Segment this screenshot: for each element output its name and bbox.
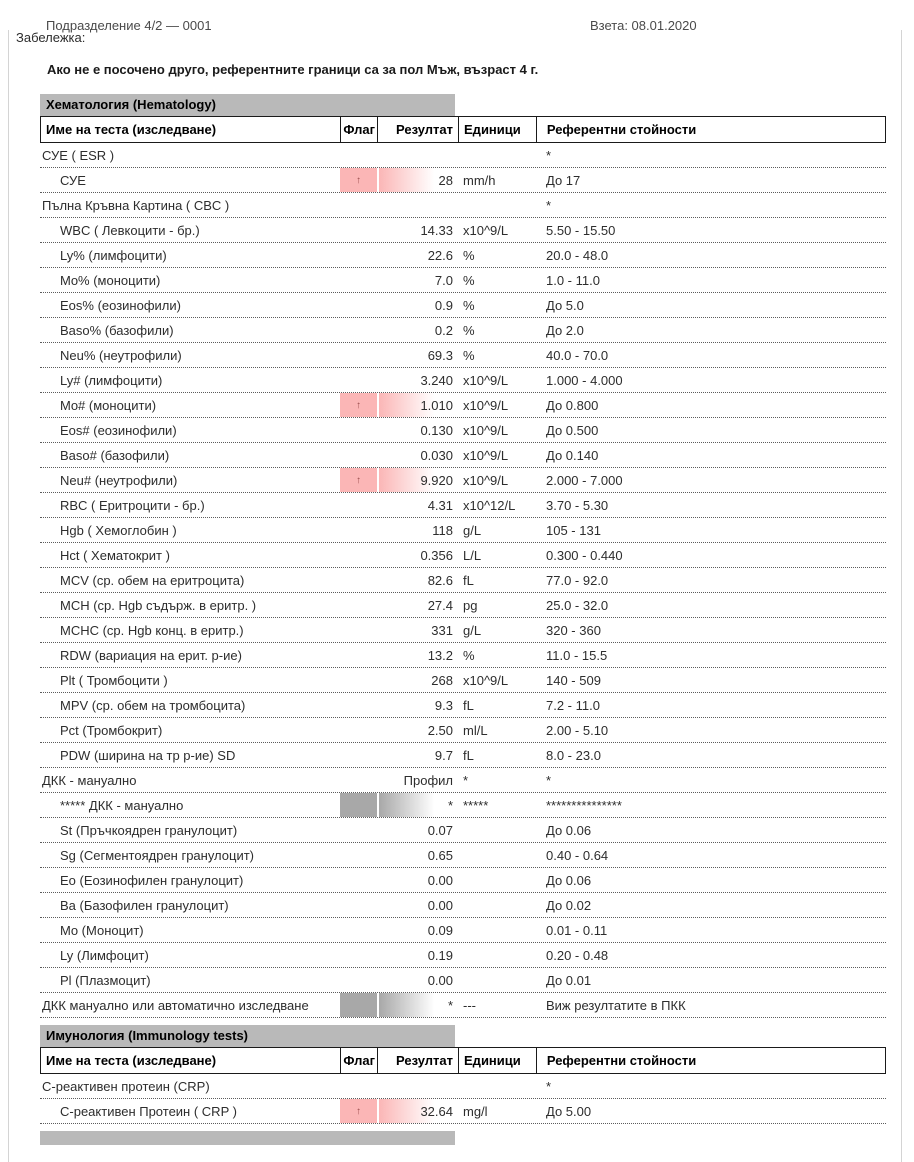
cell-flag — [340, 243, 377, 267]
cell-result: 0.07 — [427, 822, 453, 838]
cell-flag — [340, 143, 377, 167]
cell-name: Pl (Плазмоцит) — [60, 972, 151, 988]
cell-reference: До 2.0 — [546, 322, 584, 338]
cell-result: 82.6 — [427, 572, 453, 588]
cell-name: Neu# (неутрофили) — [60, 472, 178, 488]
page-border-left — [8, 30, 9, 1162]
next-section-bar-partial — [40, 1131, 455, 1145]
cell-units — [458, 943, 536, 967]
clipped-header-left-text: Подразделение 4/2 — 0001 — [46, 18, 212, 33]
cell-reference: До 0.500 — [546, 422, 599, 438]
column-header-test-name: Име на теста (изследване) — [46, 122, 217, 137]
cell-units: % — [463, 272, 475, 288]
cell-units: mm/h — [463, 172, 496, 188]
table-row — [40, 943, 886, 968]
cell-result: 0.00 — [427, 897, 453, 913]
cell-result — [377, 1074, 458, 1098]
cell-name: Mo% (моноцити) — [60, 272, 161, 288]
cell-result: 268 — [431, 672, 453, 688]
cell-flag — [340, 368, 377, 392]
cell-result: 9.7 — [434, 747, 453, 763]
cell-result: 2.50 — [427, 722, 453, 738]
cell-name: MCH (ср. Hgb съдърж. в еритр. ) — [60, 597, 257, 613]
cell-units — [458, 143, 536, 167]
cell-units: L/L — [463, 547, 482, 563]
results-table-header — [40, 116, 886, 143]
cell-name: ***** ДКК - мануално — [60, 797, 184, 813]
cell-flag — [340, 618, 377, 642]
cell-units — [458, 893, 536, 917]
cell-units — [458, 818, 536, 842]
cell-name: St (Пръчкоядрен гранулоцит) — [60, 822, 238, 838]
cell-flag — [340, 193, 377, 217]
cell-flag — [340, 293, 377, 317]
cell-reference: 320 - 360 — [546, 622, 601, 638]
flag-up-arrow-icon: ↑ — [356, 1105, 361, 1117]
cell-flag — [340, 793, 377, 817]
section-title: Имунология (Immunology tests) — [46, 1028, 249, 1043]
cell-result: 32.64 — [377, 1099, 458, 1123]
cell-flag — [340, 868, 377, 892]
flag-up-arrow-icon: ↑ — [356, 474, 361, 486]
cell-reference: 105 - 131 — [546, 522, 601, 538]
cell-result: 14.33 — [420, 222, 453, 238]
results-section — [40, 1025, 886, 1124]
table-row — [40, 1099, 886, 1124]
column-header-units: Единици — [458, 1048, 536, 1073]
cell-reference: *************** — [546, 797, 622, 813]
column-header-units: Единици — [458, 117, 536, 142]
cell-flag — [340, 893, 377, 917]
clipped-header-line — [0, 18, 914, 35]
cell-units: pg — [463, 597, 478, 613]
column-header-result: Резултат — [377, 1048, 458, 1073]
cell-flag — [340, 743, 377, 767]
cell-units: * — [463, 772, 469, 788]
table-row — [40, 818, 886, 843]
table-row — [40, 668, 886, 693]
note-label: Забележка: — [16, 30, 86, 45]
column-header-test-name: Име на теста (изследване) — [46, 1053, 217, 1068]
cell-reference: 0.300 - 0.440 — [546, 547, 623, 563]
cell-result: 9.3 — [434, 697, 453, 713]
cell-units — [458, 918, 536, 942]
cell-result: Профил — [403, 772, 453, 788]
cell-reference: 3.70 - 5.30 — [546, 497, 609, 513]
table-row — [40, 568, 886, 593]
cell-reference: 77.0 - 92.0 — [546, 572, 609, 588]
cell-name: Ly (Лимфоцит) — [60, 947, 149, 963]
table-row — [40, 868, 886, 893]
cell-name: PDW (ширина на тр р-ие) SD — [60, 747, 236, 763]
column-header-reference: Референтни стойности — [536, 1048, 885, 1073]
cell-flag — [340, 643, 377, 667]
table-row — [40, 643, 886, 668]
cell-reference: 2.00 - 5.10 — [546, 722, 609, 738]
cell-reference: До 17 — [546, 172, 581, 188]
cell-result: 27.4 — [427, 597, 453, 613]
cell-result: * — [377, 793, 458, 817]
cell-reference: До 5.0 — [546, 297, 584, 313]
cell-units: g/L — [463, 522, 482, 538]
section-rows — [40, 1074, 886, 1124]
cell-result: 0.65 — [427, 847, 453, 863]
cell-name: Ly% (лимфоцити) — [60, 247, 167, 263]
cell-reference: 8.0 - 23.0 — [546, 747, 601, 763]
cell-result: 69.3 — [427, 347, 453, 363]
cell-units: g/L — [463, 622, 482, 638]
table-row — [40, 1074, 886, 1099]
cell-name: Mo# (моноцити) — [60, 397, 157, 413]
table-row — [40, 843, 886, 868]
table-row — [40, 268, 886, 293]
cell-flag — [340, 968, 377, 992]
cell-result: 0.9 — [434, 297, 453, 313]
cell-result: 0.356 — [420, 547, 453, 563]
cell-reference: 20.0 - 48.0 — [546, 247, 609, 263]
table-row — [40, 993, 886, 1018]
cell-name: MCV (ср. обем на еритроцита) — [60, 572, 245, 588]
cell-units — [458, 968, 536, 992]
table-row — [40, 393, 886, 418]
cell-flag — [340, 943, 377, 967]
cell-reference: 25.0 - 32.0 — [546, 597, 609, 613]
cell-result — [377, 193, 458, 217]
cell-flag — [340, 393, 377, 417]
cell-reference: 140 - 509 — [546, 672, 601, 688]
cell-units: x10^12/L — [463, 497, 516, 513]
cell-reference: До 0.06 — [546, 822, 592, 838]
cell-name: MPV (ср. обем на тромбоцита) — [60, 697, 246, 713]
cell-units: x10^9/L — [463, 372, 509, 388]
cell-name: Eo (Еозинофилен гранулоцит) — [60, 872, 244, 888]
cell-result — [377, 143, 458, 167]
flag-up-arrow-icon: ↑ — [356, 399, 361, 411]
cell-name: С-реактивен Протеин ( CRP ) — [60, 1103, 237, 1119]
cell-units — [458, 843, 536, 867]
section-rows — [40, 143, 886, 1018]
cell-units: % — [463, 297, 475, 313]
table-row — [40, 468, 886, 493]
cell-units: fL — [463, 572, 474, 588]
table-row — [40, 693, 886, 718]
table-row — [40, 418, 886, 443]
cell-flag — [340, 693, 377, 717]
cell-name: Eos% (еозинофили) — [60, 297, 181, 313]
table-row — [40, 718, 886, 743]
cell-name: Baso% (базофили) — [60, 322, 174, 338]
cell-name: RBC ( Еритроцити - бр.) — [60, 497, 205, 513]
cell-result: 0.09 — [427, 922, 453, 938]
cell-reference: До 0.800 — [546, 397, 599, 413]
cell-name: Plt ( Тромбоцити ) — [60, 672, 168, 688]
column-header-result: Резултат — [377, 117, 458, 142]
table-row — [40, 793, 886, 818]
cell-result: 0.2 — [434, 322, 453, 338]
clipped-header-right-text: Взета: 08.01.2020 — [590, 18, 697, 33]
cell-flag — [340, 493, 377, 517]
cell-reference: 1.0 - 11.0 — [546, 272, 600, 288]
cell-units: x10^9/L — [463, 397, 509, 413]
cell-flag — [340, 818, 377, 842]
table-row — [40, 593, 886, 618]
cell-name: Eos# (еозинофили) — [60, 422, 177, 438]
cell-name: WBC ( Левкоцити - бр.) — [60, 222, 200, 238]
cell-reference: 7.2 - 11.0 — [546, 697, 600, 713]
table-row — [40, 918, 886, 943]
cell-units: x10^9/L — [463, 222, 509, 238]
cell-flag — [340, 418, 377, 442]
column-header-flag: Флаг — [340, 1048, 377, 1073]
cell-reference: 5.50 - 15.50 — [546, 222, 616, 238]
cell-flag — [340, 843, 377, 867]
cell-result: 0.00 — [427, 972, 453, 988]
cell-reference: 1.000 - 4.000 — [546, 372, 623, 388]
cell-result: 7.0 — [434, 272, 453, 288]
table-row — [40, 893, 886, 918]
cell-flag — [340, 718, 377, 742]
cell-result: 0.00 — [427, 872, 453, 888]
table-row — [40, 768, 886, 793]
cell-name: СУЕ — [60, 172, 86, 188]
cell-flag — [340, 918, 377, 942]
cell-reference: Виж резултатите в ПКК — [546, 997, 686, 1013]
cell-result: 9.920 — [377, 468, 458, 492]
cell-reference: 0.01 - 0.11 — [546, 922, 608, 938]
cell-name: Sg (Сегментоядрен гранулоцит) — [60, 847, 255, 863]
cell-result: 22.6 — [427, 247, 453, 263]
cell-reference: До 0.02 — [546, 897, 592, 913]
column-header-flag: Флаг — [340, 117, 377, 142]
cell-name: Hct ( Хематокрит ) — [60, 547, 170, 563]
cell-flag — [340, 168, 377, 192]
table-row — [40, 743, 886, 768]
cell-reference: До 0.140 — [546, 447, 599, 463]
section-title-bar — [40, 1025, 455, 1047]
cell-name: Hgb ( Хемоглобин ) — [60, 522, 177, 538]
cell-name: RDW (вариация на ерит. р-ие) — [60, 647, 242, 663]
cell-units: % — [463, 647, 475, 663]
section-title: Хематология (Hematology) — [46, 97, 216, 112]
cell-flag — [340, 268, 377, 292]
table-row — [40, 493, 886, 518]
cell-units: fL — [463, 747, 474, 763]
table-row — [40, 518, 886, 543]
cell-reference: * — [546, 1078, 552, 1094]
cell-name: MCHC (ср. Hgb конц. в еритр.) — [60, 622, 244, 638]
cell-name: Mo (Моноцит) — [60, 922, 144, 938]
cell-units: fL — [463, 697, 474, 713]
cell-result: 28 — [377, 168, 458, 192]
cell-units: mg/l — [463, 1103, 488, 1119]
cell-units: % — [463, 347, 475, 363]
cell-units: --- — [463, 997, 476, 1013]
table-row — [40, 343, 886, 368]
cell-units: ***** — [463, 797, 489, 813]
cell-name: СУЕ ( ESR ) — [42, 147, 115, 163]
cell-units: % — [463, 247, 475, 263]
cell-flag — [340, 518, 377, 542]
cell-flag — [340, 1074, 377, 1098]
sections-host — [40, 94, 886, 1145]
table-row — [40, 168, 886, 193]
table-row — [40, 218, 886, 243]
cell-flag — [340, 668, 377, 692]
table-row — [40, 443, 886, 468]
cell-flag — [340, 1099, 377, 1123]
cell-name: Neu% (неутрофили) — [60, 347, 182, 363]
table-row — [40, 143, 886, 168]
cell-flag — [340, 568, 377, 592]
table-row — [40, 193, 886, 218]
results-table-header — [40, 1047, 886, 1074]
reference-note-text: Ако не е посочено друго, референтните граници са за пол Мъж, възраст 4 г. — [47, 62, 539, 77]
cell-flag — [340, 468, 377, 492]
cell-units — [458, 193, 536, 217]
cell-units: x10^9/L — [463, 447, 509, 463]
cell-result: 1.010 — [377, 393, 458, 417]
cell-name: Baso# (базофили) — [60, 447, 170, 463]
cell-name: ДКК - мануално — [42, 772, 137, 788]
cell-reference: 2.000 - 7.000 — [546, 472, 623, 488]
cell-flag — [340, 768, 377, 792]
cell-reference: * — [546, 772, 552, 788]
cell-name: Пълна Кръвна Картина ( CBC ) — [42, 197, 230, 213]
cell-units: ml/L — [463, 722, 488, 738]
cell-units — [458, 1074, 536, 1098]
cell-result: 3.240 — [420, 372, 453, 388]
cell-flag — [340, 593, 377, 617]
cell-name: С-реактивен протеин (CRP) — [42, 1078, 210, 1094]
cell-result: 13.2 — [427, 647, 453, 663]
cell-name: Ly# (лимфоцити) — [60, 372, 163, 388]
cell-flag — [340, 543, 377, 567]
cell-flag — [340, 993, 377, 1017]
cell-reference: 0.40 - 0.64 — [546, 847, 609, 863]
cell-reference: До 0.06 — [546, 872, 592, 888]
table-row — [40, 618, 886, 643]
results-section — [40, 94, 886, 1018]
cell-flag — [340, 318, 377, 342]
cell-name: Ba (Базофилен гранулоцит) — [60, 897, 229, 913]
table-row — [40, 968, 886, 993]
cell-reference: 40.0 - 70.0 — [546, 347, 609, 363]
column-header-reference: Референтни стойности — [536, 117, 885, 142]
cell-reference: 0.20 - 0.48 — [546, 947, 609, 963]
cell-result: 118 — [432, 522, 453, 538]
cell-result: 0.130 — [420, 422, 453, 438]
cell-reference: * — [546, 147, 552, 163]
cell-result: 0.030 — [420, 447, 453, 463]
flag-up-arrow-icon: ↑ — [356, 174, 361, 186]
cell-result: 331 — [431, 622, 453, 638]
table-row — [40, 543, 886, 568]
cell-name: Pct (Тромбокрит) — [60, 722, 163, 738]
table-row — [40, 243, 886, 268]
cell-units: x10^9/L — [463, 472, 509, 488]
cell-units: % — [463, 322, 475, 338]
cell-units: x10^9/L — [463, 422, 509, 438]
section-title-bar — [40, 94, 455, 116]
cell-flag — [340, 218, 377, 242]
table-row — [40, 293, 886, 318]
cell-result: * — [377, 993, 458, 1017]
cell-reference: До 5.00 — [546, 1103, 592, 1119]
cell-name: ДКК мануално или автоматично изследване — [42, 997, 309, 1013]
cell-result: 4.31 — [427, 497, 453, 513]
cell-reference: До 0.01 — [546, 972, 592, 988]
cell-flag — [340, 443, 377, 467]
cell-units — [458, 868, 536, 892]
cell-reference: * — [546, 197, 552, 213]
table-row — [40, 318, 886, 343]
cell-result: 0.19 — [427, 947, 453, 963]
cell-flag — [340, 343, 377, 367]
cell-reference: 11.0 - 15.5 — [546, 647, 608, 663]
table-row — [40, 368, 886, 393]
page-border-right — [901, 30, 902, 1162]
cell-units: x10^9/L — [463, 672, 509, 688]
